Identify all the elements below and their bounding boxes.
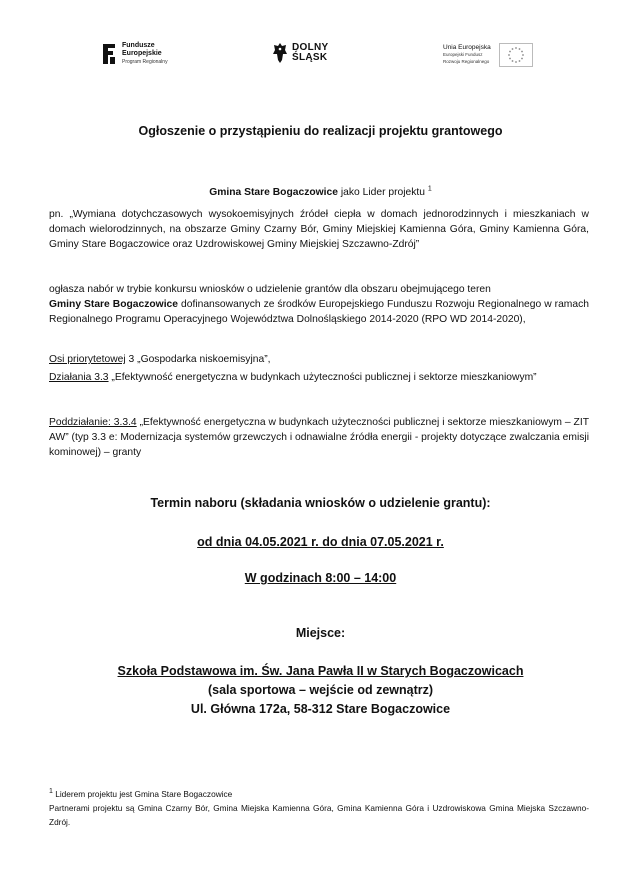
deadline-dates [0,535,641,549]
page-title: Ogłoszenie o przystąpieniu do realizacji projektu grantowego [138,124,503,138]
action-label: Działania 3.3 [49,372,109,383]
lead-footnote-ref: 1 [427,185,432,193]
action [49,370,589,385]
deadline-hours-text: W godzinach 8:00 – 14:00 [244,571,397,585]
axis-label: Osi priorytetowej [49,354,126,365]
unia-europejska-logo [443,42,533,67]
deadline-hours [0,571,641,585]
dolny-slask-logo [272,42,329,64]
place-address: Ul. Główna 172a, 58-312 Stare Bogaczowice [190,702,451,716]
announcement [49,282,589,327]
fe-line3: Program Regionalny [122,59,168,65]
subaction [49,415,589,460]
place-hall: (sala sportowa – wejście od zewnątrz) [207,683,434,697]
deadline-dates-text: od dnia 04.05.2021 r. do dnia 07.05.2021 r. [197,535,444,549]
deadline-heading: Termin naboru (składania wniosków o udzielenie grantu): [150,496,491,510]
header-logos [0,40,641,76]
announcement-bold: Gminy Stare Bogaczowice [49,299,179,310]
place-school-text: Szkoła Podstawowa im. Św. Jana Pawła II w Starych Bogaczowicach [117,664,524,678]
ue-line2: Europejski Fundusz [443,52,483,57]
footnote-number: 1 [49,788,53,796]
project-name: pn. „Wymiana dotychczasowych wysokoemisyjnych źródeł ciepła w domach jednorodzinnych i mieszkaniach w domach wielorodzinnych, na obszarze Gminy Czarny Bór, Gminy Miejskiej Kamienna Góra, Gminy Kamienna Góra, Gminy Stare Bogaczowice oraz Uzdrowiskowej Gminy Miejskiej Szczawno-Zdrój” [49,209,589,250]
action-text: „Efektywność energetyczna w budynkach użyteczności publicznej i sektorze mieszkaniowym” [108,372,537,383]
subaction-label: Poddziałanie: 3.3.4 [49,417,137,428]
priority-axis [49,352,589,367]
axis-text: 3 „Gospodarka niskoemisyjna”, [125,354,271,365]
fe-line1: Fundusze [122,42,155,49]
subaction-text: „Efektywność energetyczna w budynkach użyteczności publicznej i sektorze mieszkaniowym – ZIT AW” (typ 3.3 e: Modernizacja systemów grzewczych i odnawialne źródła energii - projekty dotyczące zwalczania emisji kominowej) – granty [49,417,589,458]
lead-bold: Gmina Stare Bogaczowice [209,187,338,198]
fe-line2: Europejskie [122,50,162,57]
ds-line2: ŚLĄSK [292,52,328,63]
place-heading: Miejsce: [295,626,346,640]
announcement-rest: dofinansowanych ze środków Europejskiego Funduszu Rozwoju Regionalnego w ramach Regionalnego Programu Operacyjnego Województwa Dolnośląskiego 2014-2020 (RPO WD 2014-2020), [49,299,589,325]
footnote-text2: Partnerami projektu są Gmina Czarny Bór, Gmina Miejska Kamienna Góra, Gmina Kamienna Góra i Uzdrowiskowa Gmina Miejska Szczawno-Zdrój. [49,803,589,827]
place-school [0,664,641,678]
lead-line [0,185,641,200]
eagle-icon [272,42,288,64]
eu-flag-icon [499,43,533,67]
ue-line1: Unia Europejska [443,44,491,51]
announcement-line1: ogłasza nabór w trybie konkursu wniosków o udzielenie grantów dla obszaru obejmującego teren [49,284,491,295]
footnote [49,787,589,829]
fe-mark-icon [100,42,118,66]
ue-line3: Rozwoju Regionalnego [443,59,490,64]
ds-line1: DOLNY [292,42,329,53]
footnote-line1 [49,787,589,801]
fundusze-europejskie-logo [100,42,168,66]
footnote-text1: Liderem projektu jest Gmina Stare Bogaczowice [52,789,233,799]
lead-rest: jako Lider projektu [337,187,428,198]
